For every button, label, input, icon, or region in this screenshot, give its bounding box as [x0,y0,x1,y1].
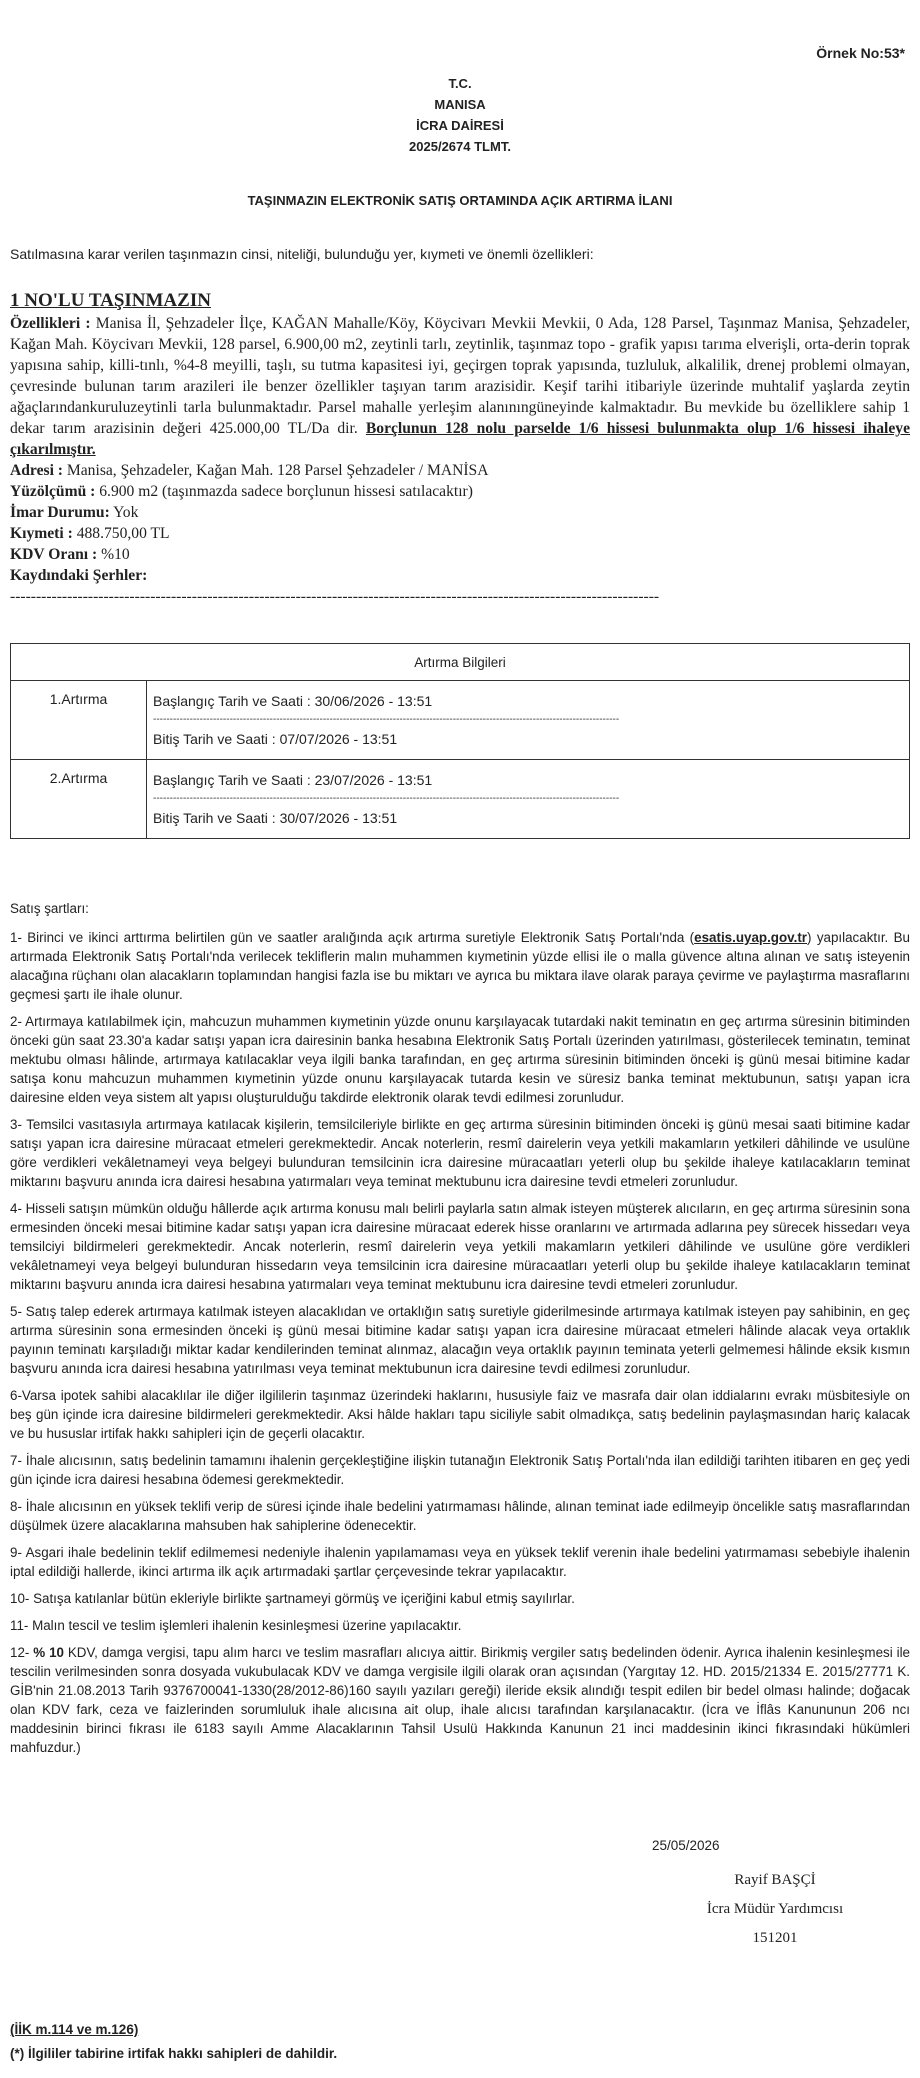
portal-link[interactable]: esatis.uyap.gov.tr [694,930,808,945]
signature-block [640,1866,910,1953]
separator-line: ----------------------------------------------------------------------------------------------------------------------------- [10,588,660,605]
features-label: Özellikleri : [10,315,91,332]
auction-end [153,806,903,830]
end-label: Bitiş Tarih ve Saati : [153,810,280,826]
start-value: 23/07/2026 - 13:51 [314,772,433,788]
term-1-text-cont: ) yapılacaktır. Bu artırmada Elektronik Satış Portalı'nda verilecek tekliflerin malın muhammen kıymetinin yüzde ellisi ile o malla güvence altına alınan ve satış isteyenin alacağına rüçhanı olan alacakların toplamından hangisi fazla ise bu miktarı ve ayrıca bu miktara ilave olarak paraya çevirme ve paylaştırma masraflarını geçmesi şartı ile ihale olunur. [10,930,910,1002]
term-8: 8- İhale alıcısının en yüksek teklifi verip de süresi içinde ihale bedelini yatırmaması hâlinde, alınan teminat iade edilmeyip öncelikle satış masraflarından düşülmek üzere alacaklarına mahsuben hak sahiplerine ödenecektir. [10,1499,910,1533]
notes-label: Kaydındaki Şerhler: [10,567,148,584]
auction-start [153,689,903,713]
value-label: Kıymeti : [10,525,73,542]
zoning-label: İmar Durumu: [10,504,110,521]
end-label: Bitiş Tarih ve Saati : [153,731,280,747]
law-reference: (İİK m.114 ve m.126) [10,2022,139,2037]
term-7: 7- İhale alıcısının, satış bedelinin tamamını ihalenin gerçekleştiğine ilişkin tutanağın Elektronik Satış Portalı'nda ilan edildiği tarihten itibaren en geç yedi gün içinde icra dairesi hesabına ödemesi gerekmektedir. [10,1453,910,1487]
start-label: Başlangıç Tarih ve Saati : [153,693,315,709]
area-value: 6.900 m2 (taşınmazda sadece borçlunun hissesi satılacaktır) [95,483,473,500]
value-amount: 488.750,00 TL [72,525,170,542]
term-1 [10,928,910,1004]
term-12-text: KDV, damga vergisi, tapu alım harcı ve teslim masrafları alıcıya aittir. Birikmiş vergiler satış bedelinden ödenir. Ayrıca ihalenin kesinleşmesi ile tescilin verilmesinden sonra dosyada vukubulacak KDV ve damga vergisile ilgili olarak oran açısından (Yargıtay 12. HD. 2015/21334 E. 2015/27771 K. GİB'nin 21.08.2013 Tarih 9376700041-1330(28/2012-86)160 sayılı yazıları gereği) ileride eksik alındığı tespit edilen bir bedel olması halinde; doğacak olan KDV fark, ceza ve faizlerinden sorumluluk ihale alıcısına ait olup, ihale alıcısı tarafından karşılanacaktır. (İcra ve İflâs Kanununun 206 ncı maddesinin birinci fıkrası ile 6183 sayılı Amme Alacaklarının Tahsil Usulü Hakkında Kanunun 21 inci maddesinin ikinci fıkrasındaki hükümleri mahfuzdur.) [10,1645,911,1755]
zoning-value: Yok [109,504,139,521]
auction-row [11,681,910,760]
signer-name: Rayif BAŞÇİ [734,1872,816,1888]
kdv-value: %10 [97,546,130,563]
footnote: (*) İlgililer tabirine irtifak hakkı sahipleri de dahildir. [10,2046,338,2061]
term-9: 9- Asgari ihale bedelinin teklif edilmemesi nedeniyle ihalenin yapılamaması veya en yüksek teklif verenin ihale bedelini yatırmaması sebebiyle ihalenin iptal edildiği hallerde, ikinci artırma ilk açık artırmadaki şartlar çerçevesinde tekrar yapılacaktır. [10,1545,910,1579]
features-underlined: Borçlunun 128 nolu parselde 1/6 hissesi bulunmakta olup 1/6 hissesi ihaleye çıkarılmıştır. [10,420,910,458]
term-12 [10,1643,910,1757]
property-value [10,523,910,544]
auction-header: Artırma Bilgileri [11,644,910,681]
terms-heading: Satış şartları: [10,901,89,916]
features-text: Manisa İl, Şehzadeler İlçe, KAĞAN Mahalle/Köy, Köycivarı Mevkii Mevkii, 0 Ada, 128 Parsel, Taşınmaz Manisa, Şehzadeler, Kağan Mah. Köycivarı Mevkii, 128 parsel, 6.900,00 m2, zeytinli tarlı, zeytinlik, taşınmaz topo - grafik yapısı tarıma elverişli, orta-derin toprak yapısına sahip, killi-tınlı, %4-8 meyilli, taşlı, su tutma kapasitesi iyi, geçirgen toprak yapısında, tuzluluk, alkalilik, drenej problemi olmayan, çevresinde bulunan tarım arazileri ile benzer özellikler taşıyan tarım arazisidir. Keşif tarihi itibariyle üzerinde muhtalif yaşlarda zeytin ağaçlarındankuruluzeytinli tarla bulunmaktadır. Parsel mahalle yerleşim alanınıngüneyinde kalmaktadır. Bu mevkide bu özelliklere sahip 1 dekar tarım arazisinin değeri 425.000,00 TL/Da dir. [10,315,910,437]
signature-date: 25/05/2026 [652,1838,720,1853]
header-line-file-no: 2025/2674 TLMT. [409,139,511,154]
area-label: Yüzölçümü : [10,483,96,500]
term-11: 11- Malın tescil ve teslim işlemleri ihalenin kesinleşmesi üzerine yapılacaktır. [10,1618,462,1633]
term-3: 3- Temsilci vasıtasıyla artırmaya katılacak kişilerin, temsilcileriyle birlikte en geç artırma süresinin bitiminden önceki iş günü mesai saati bitimine kadar satışı yapan icra dairesine müracaat etmeleri gerekmektedir. Ancak noterlerin, resmî dairelerin veya yetkili makamların yetkileri dâhilinde ve usulüne göre verdikleri vekâletnameyi veya belgeyi bulunduran temsilcinin icra dairesine müracaatları yeterli olup bu şekilde ihaleye katılacakların teminat miktarını başvuru anında icra dairesi hesabına yatırmaları veya teminat mektubunu icra dairesine tevdi etmeleri zorunludur. [10,1117,910,1189]
property-area [10,481,910,502]
dash-separator: -------------------------------------------------------------------------------------------------------------------------------------------- [153,714,620,725]
auction-dates [147,681,910,760]
end-value: 07/07/2026 - 13:51 [279,731,398,747]
address-label: Adresi : [10,462,63,479]
sale-terms [10,899,910,1765]
auction-info-table [10,643,910,839]
announcement-title: TAŞINMAZIN ELEKTRONİK SATIŞ ORTAMINDA AÇIK ARTIRMA İLANI [247,193,673,208]
kdv-label: KDV Oranı : [10,546,98,563]
signer-number: 151201 [752,1930,798,1946]
auction-dates [147,760,910,839]
auction-row [11,760,910,839]
signer-title: İcra Müdür Yardımcısı [706,1901,844,1917]
dash-separator: -------------------------------------------------------------------------------------------------------------------------------------------- [153,793,620,804]
start-value: 30/06/2026 - 13:51 [314,693,433,709]
term-4: 4- Hisseli satışın mümkün olduğu hâllerde açık artırma konusu malı belirli paylarla satın almak isteyen müşterek alıcıların, en geç artırma süresinin sona ermesinden önceki mesai bitimine kadar satışı yapan icra dairesine müracaat ederek hisse oranlarını ve artırmada adlarına pey sürecek hissedarı veya temsilciyi bildirmeleri gerekmektedir. Ancak noterlerin, resmî dairelerin veya yetkili makamların yetkileri dâhilinde ve usulüne göre verdikleri vekâletnameyi veya belgeyi bulunduran hissedarın veya temsilcinin icra dairesine müracaatları yeterli olup bu şekilde ihaleye katılacakların teminat miktarını başvuru anında icra dairesi hesabına yatırmaları veya teminat mektubunu icra dairesine tevdi etmeleri zorunludur. [10,1201,910,1292]
term-12-rate: % 10 [33,1645,64,1660]
end-value: 30/07/2026 - 13:51 [279,810,398,826]
start-label: Başlangıç Tarih ve Saati : [153,772,315,788]
property-zoning [10,502,910,523]
property-notes [10,565,910,586]
auction-header-row [11,644,910,681]
property-heading: 1 NO'LU TAŞINMAZIN [10,290,211,311]
header-line-city: MANISA [434,97,486,112]
term-5: 5- Satış talep ederek artırmaya katılmak isteyen alacaklıdan ve ortaklığın satış suretiyle giderilmesinde artırmaya katılmak isteyen pay sahibinin, en geç artırma süresinin sona ermesinden önceki iş günü mesai bitimine kadar satışı yapan icra dairesine müracaat etmeleri hâlinde alacak veya ortaklık payının teminatı karşıladığı miktar kadar kendilerinden teminat alınmaz, alacağın veya ortaklık payının teminata yeterli gelmemesi hâlinde eksik kısmın başvuru anında icra dairesi hesabına yatırılması veya teminat mektubunun icra dairesine tevdi edilmesi zorunludur. [10,1304,910,1376]
term-1-text: 1- Birinci ve ikinci arttırma belirtilen gün ve saatler aralığında açık artırma suretiyle Elektronik Satış Portalı'nda ( [10,930,695,945]
intro-text: Satılmasına karar verilen taşınmazın cinsi, niteliği, bulunduğu yer, kıymeti ve önemli özellikleri: [10,246,594,262]
term-2: 2- Artırmaya katılabilmek için, mahcuzun muhammen kıymetinin yüzde onunu karşılayacak tutardaki nakit teminatın en geç artırma süresinin bitiminden önceki gün saat 23.30'a kadar satışı yapan icra dairesinin banka hesabına Elektronik Satış Portalı üzerinden yatırılması, gösterilecek teminatın, teminat mektubu olması hâlinde, artırmaya katılacaklar veya ilgili banka tarafından, en geç artırma süresinin bitiminden önceki iş günü mesai bitimine kadar satışa konu mahcuzun muhammen kıymetinin yüzde onunu karşılayacak tutarda kesin ve süresiz banka teminat mektubunun, satışı yapan icra dairesine elden veya sistem alt yapısı oluşturulduğu takdirde elektronik olarak tevdi edilmesi zorunludur. [10,1014,910,1105]
property-kdv [10,544,910,565]
property-address [10,460,910,481]
office-header [0,73,920,157]
term-12-prefix: 12- [10,1645,34,1660]
term-6: 6-Varsa ipotek sahibi alacaklılar ile diğer ilgililerin taşınmaz üzerindeki haklarını, hususiyle faiz ve masrafa dair olan iddialarını evrakı müsbitesiyle on beş gün içinde icra dairesine bildirmeleri gerekmektedir. Aksi hâlde hakları tapu siciliyle sabit olmadıkça, satış bedelinin paylaşmasından hariç kalacak ve bu hususlar irtifak hakkı sahipleri için de geçerli olacaktır. [10,1388,910,1441]
auction-start [153,768,903,792]
header-line-country: T.C. [448,76,472,91]
auction-label: 2.Artırma [11,760,147,839]
address-value: Manisa, Şehzadeler, Kağan Mah. 128 Parsel Şehzadeler / MANİSA [63,462,489,479]
header-line-office: İCRA DAİRESİ [416,118,504,133]
term-10: 10- Satışa katılanlar bütün ekleriyle birlikte şartnameyi görmüş ve içeriğini kabul etmiş sayılırlar. [10,1591,575,1606]
auction-end [153,727,903,751]
sample-number: Örnek No:53* [816,45,905,61]
property-features [10,313,910,460]
property-section [10,289,910,607]
auction-label: 1.Artırma [11,681,147,760]
